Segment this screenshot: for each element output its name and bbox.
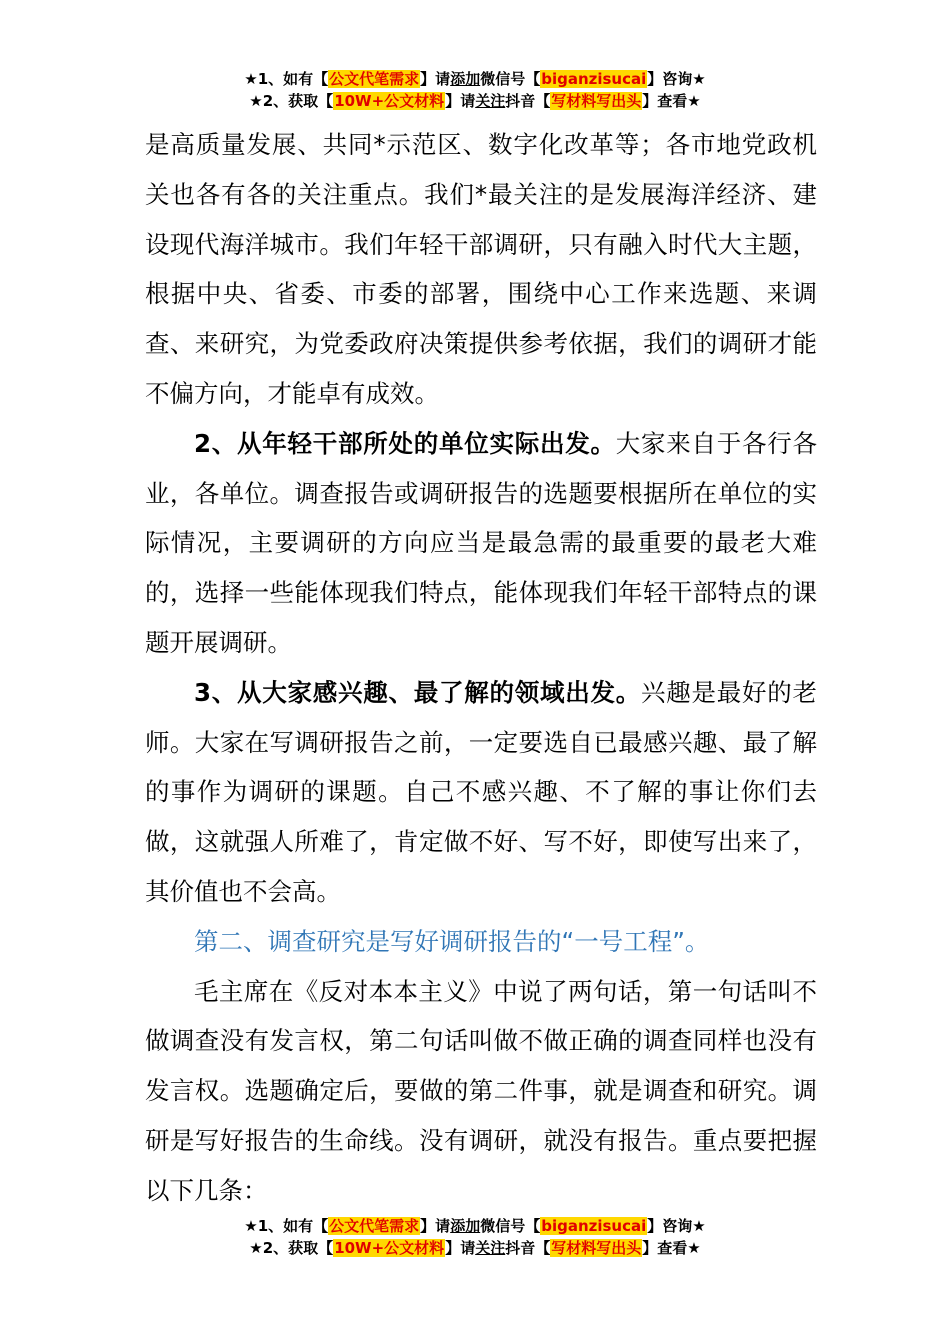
point-2-text: 大家来自于各行各业，各单位。调查报告或调研报告的选题要根据所在单位的实际情况，主要调研的方向应当是最急需的最重要的最老大难的，选择一些能体现我们特点，能体现我们年轻干部特点的课题开展调研。 [145, 428, 818, 657]
banner-text: 抖音【 [505, 1239, 551, 1257]
banner-highlight: 10W+公文材料 [334, 92, 445, 110]
banner-underline: 关注 [475, 92, 506, 110]
paragraph-investigation: 毛主席在《反对本本主义》中说了两句话，第一句话叫不做调查没有发言权，第二句话叫做不做正确的调查同样也没有发言权。选题确定后，要做的第二件事，就是调查和研究。调研是写好报告的生命线。没有调研，就没有报告。重点要把握以下几条： [145, 976, 817, 1205]
banner-line-1 [0, 68, 950, 90]
banner-text: 】请 [445, 92, 476, 110]
point-3-heading: 3、从大家感兴趣、最了解的领域出发。 [194, 677, 642, 707]
banner-line-2 [0, 90, 950, 112]
document-body [145, 120, 817, 1216]
banner-text: 】咨询★ [647, 1217, 706, 1235]
banner-highlight: 写材料写出头 [551, 1239, 642, 1257]
header-banner [0, 68, 950, 112]
point-3-text: 兴趣是最好的老师。大家在写调研报告之前，一定要选自已最感兴趣、最了解的事作为调研的课题。自己不感兴趣、不了解的事让你们去做，这就强人所难了，肯定做不好、写不好，即使写出来了，其价值也不会高。 [145, 677, 818, 906]
banner-underline: 关注 [475, 1239, 506, 1257]
banner-text: 微信号【 [480, 70, 541, 88]
banner-text: 微信号【 [480, 1217, 541, 1235]
banner-text: ★1、如有【 [244, 70, 329, 88]
banner-text: 】请 [420, 70, 451, 88]
section-heading: 第二、调查研究是写好调研报告的“一号工程”。 [194, 926, 710, 956]
banner-highlight: biganzisucai [541, 1217, 647, 1235]
banner-highlight: 10W+公文材料 [334, 1239, 445, 1257]
banner-highlight: biganzisucai [541, 70, 647, 88]
paragraph-point-3 [145, 668, 817, 917]
banner-highlight: 公文代笔需求 [329, 70, 420, 88]
banner-text: 抖音【 [505, 92, 551, 110]
banner-underline: 添加 [450, 70, 481, 88]
banner-text: 】查看★ [642, 92, 701, 110]
point-2-heading: 2、从年轻干部所处的单位实际出发。 [194, 428, 616, 458]
banner-text: 】咨询★ [647, 70, 706, 88]
banner-line-2 [0, 1237, 950, 1259]
banner-underline: 添加 [450, 1217, 481, 1235]
banner-text: 】查看★ [642, 1239, 701, 1257]
banner-text: ★2、获取【 [249, 92, 334, 110]
banner-text: ★1、如有【 [244, 1217, 329, 1235]
banner-highlight: 写材料写出头 [551, 92, 642, 110]
banner-text: 】请 [420, 1217, 451, 1235]
paragraph-point-2 [145, 419, 817, 668]
banner-highlight: 公文代笔需求 [329, 1217, 420, 1235]
footer-banner [0, 1215, 950, 1259]
banner-text: ★2、获取【 [249, 1239, 334, 1257]
banner-text: 】请 [445, 1239, 476, 1257]
banner-line-1 [0, 1215, 950, 1237]
paragraph-continuation: 是高质量发展、共同*示范区、数字化改革等；各市地党政机关也各有各的关注重点。我们*最关注的是发展海洋经济、建设现代海洋城市。我们年轻干部调研，只有融入时代大主题，根据中央、省委、市委的部署，围绕中心工作来选题、来调查、来研究，为党委政府决策提供参考依据，我们的调研才能不偏方向，才能卓有成效。 [145, 130, 817, 408]
